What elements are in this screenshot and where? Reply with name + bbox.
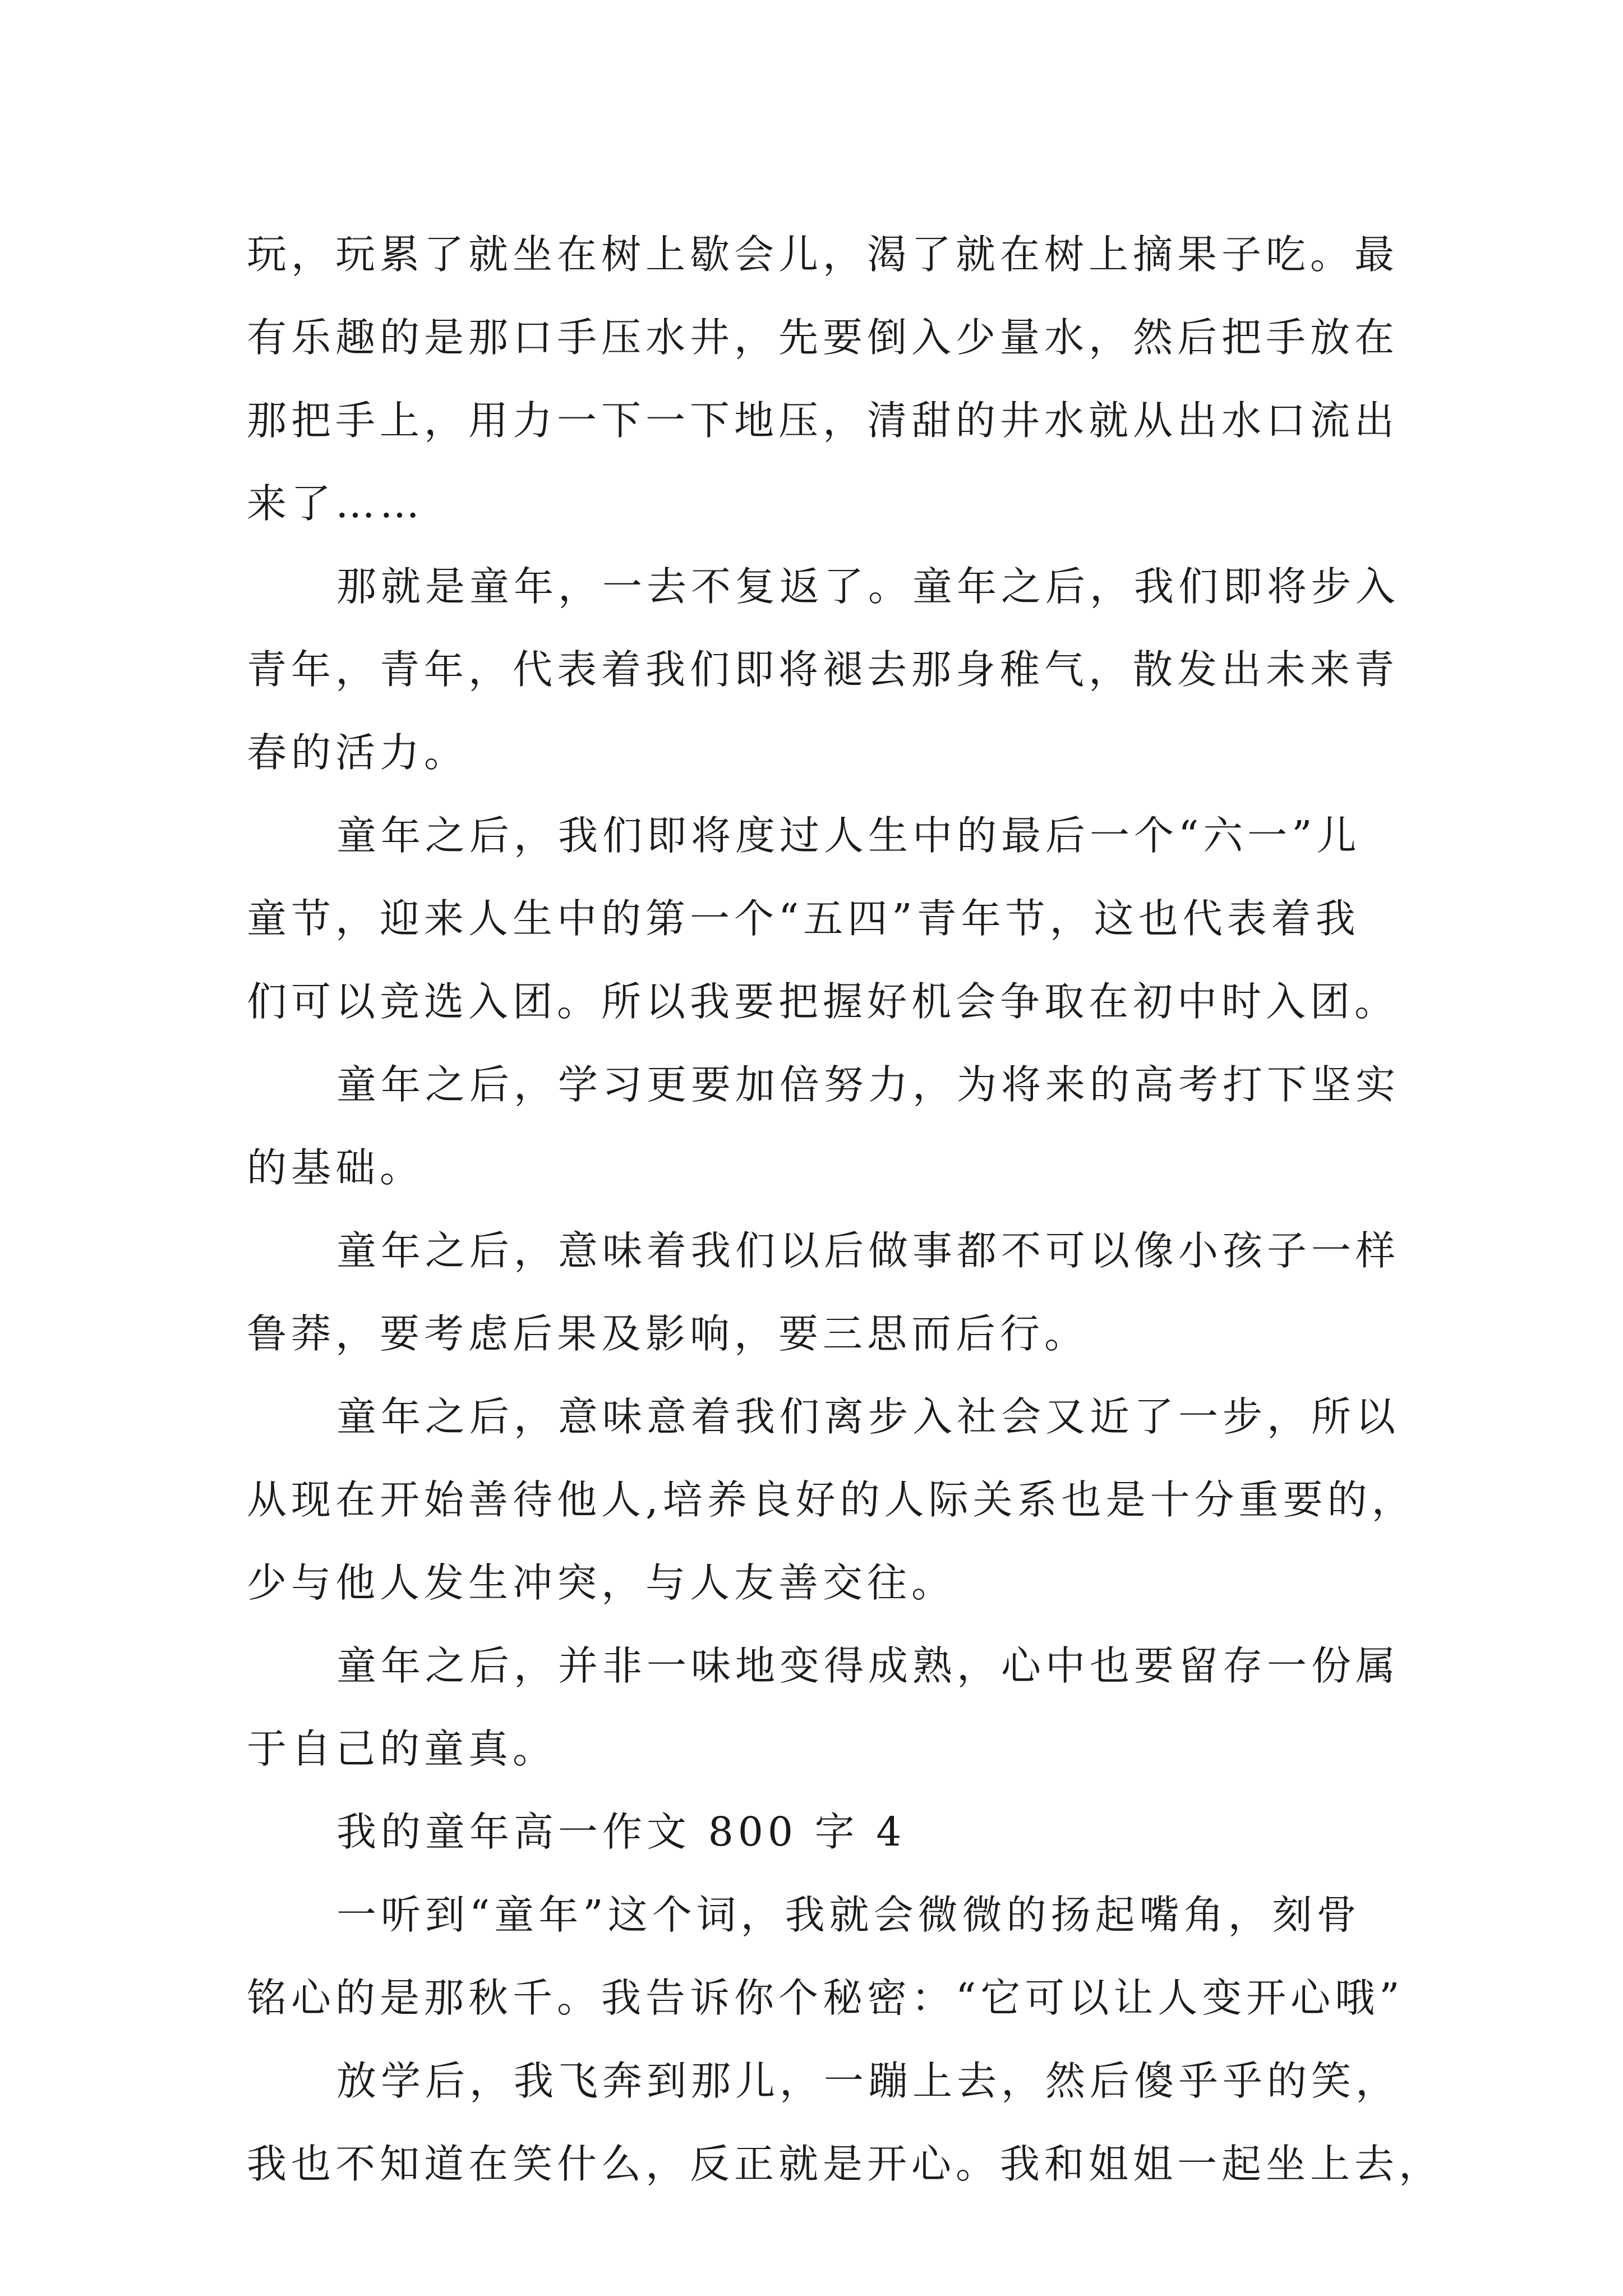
text-line: 们可以竞选入团。所以我要把握好机会争取在初中时入团。: [247, 978, 1399, 1025]
text-line: 青年，青年，代表着我们即将褪去那身稚气，散发出未来青: [247, 646, 1399, 693]
text-line: 有乐趣的是那口手压水井，先要倒入少量水，然后把手放在: [247, 314, 1399, 361]
text-line: 春的活力。: [247, 729, 469, 776]
text-line: 从现在开始善待他人,培养良好的人际关系也是十分重要的，: [247, 1476, 1416, 1523]
text-line: 童年之后，并非一味地变得成熟，心中也要留存一份属: [336, 1642, 1400, 1689]
text-line: 的基础。: [247, 1144, 425, 1191]
text-line: 童年之后，意味意着我们离步入社会又近了一步，所以: [336, 1393, 1400, 1440]
text-line: 少与他人发生冲突，与人友善交往。: [247, 1559, 956, 1606]
text-line: 童年之后，我们即将度过人生中的最后一个“六一”儿: [336, 812, 1361, 859]
text-line: 那就是童年，一去不复返了。童年之后，我们即将步入: [336, 563, 1400, 610]
text-line: 那把手上，用力一下一下地压，清甜的井水就从出水口流出: [247, 397, 1399, 444]
text-line: 于自己的童真。: [247, 1726, 557, 1772]
text-line: 玩，玩累了就坐在树上歇会儿，渴了就在树上摘果子吃。最: [247, 231, 1399, 278]
essay-body: [247, 213, 1444, 2206]
text-line: 一听到“童年”这个词，我就会微微的扬起嘴角，刻骨: [336, 1892, 1361, 1938]
text-line: 我的童年高一作文 800 字 4: [336, 1809, 906, 1855]
text-line: 来了……: [247, 480, 425, 527]
text-line: 鲁莽，要考虑后果及影响，要三思而后行。: [247, 1310, 1089, 1357]
text-line: 童年之后，学习更要加倍努力，为将来的高考打下坚实: [336, 1061, 1400, 1108]
text-line: 童节，迎来人生中的第一个“五四”青年节，这也代表着我: [247, 895, 1360, 942]
text-line: 童年之后，意味着我们以后做事都不可以像小孩子一样: [336, 1227, 1400, 1274]
text-line: 铭心的是那秋千。我告诉你个秘密：“它可以让人变开心哦”: [247, 1975, 1404, 2021]
text-line: 我也不知道在笑什么，反正就是开心。我和姐姐一起坐上去，: [247, 2141, 1444, 2187]
text-line: 放学后，我飞奔到那儿，一蹦上去，然后傻乎乎的笑，: [336, 2058, 1400, 2104]
